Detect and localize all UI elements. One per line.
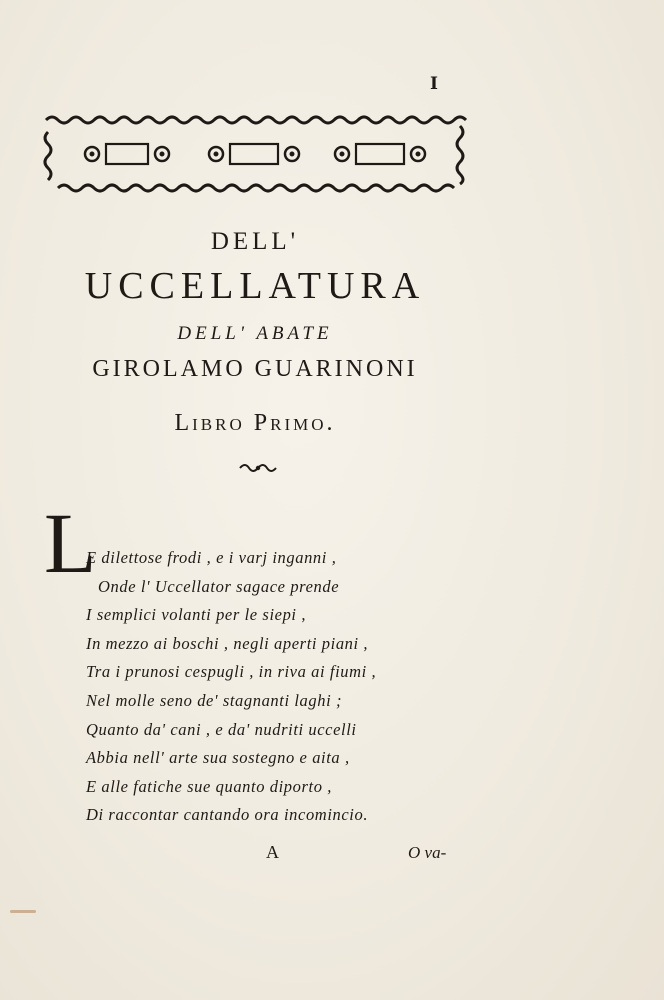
verse-line-8: Abbia nell' arte sua sostegno e aita , [86,748,350,768]
cartouche-2 [209,144,299,164]
verse-line-5: Tra i prunosi cespugli , in riva ai fiumi , [86,662,377,682]
cartouche-3 [335,144,425,164]
signature-mark: A [266,842,279,862]
title-line-author: GIROLAMO GUARINONI [92,356,418,382]
title-line-uccellatura: UCCELLATURA [84,265,426,307]
cartouche-1 [85,144,169,164]
ornament-bottom-row [58,185,454,191]
page-number: I [430,74,438,94]
verse-line-2: Onde l' Uccellator sagace prende [98,576,340,596]
verse-line-9: E alle fatiche sue quanto diporto , [86,776,333,796]
fleuron-ornament [238,461,278,475]
catchword: O va- [408,843,447,862]
poem-verses [86,544,486,830]
ornament-top-row [46,117,466,123]
verse-line-6: Nel molle seno de' stagnanti laghi ; [86,690,343,710]
verse-line-1: E dilettose frodi , e i varj inganni , [86,548,337,567]
title-line-dell: DELL' [210,228,300,255]
drop-cap: L [44,495,97,591]
title-line-dell-abate: DELL' ABATE [177,323,333,344]
verse-line-3: I semplici volanti per le siepi , [86,605,307,625]
title-line-libro-primo: Libro Primo. [174,410,336,436]
paper-stain [10,910,36,913]
verse-line-4: In mezzo ai boschi , negli aperti piani , [86,633,369,653]
floral-headpiece-ornament [40,112,470,204]
verse-line-7: Quanto da' cani , e da' nudriti uccelli [86,719,357,739]
verse-line-10: Di raccontar cantando ora incomincio. [86,805,369,825]
